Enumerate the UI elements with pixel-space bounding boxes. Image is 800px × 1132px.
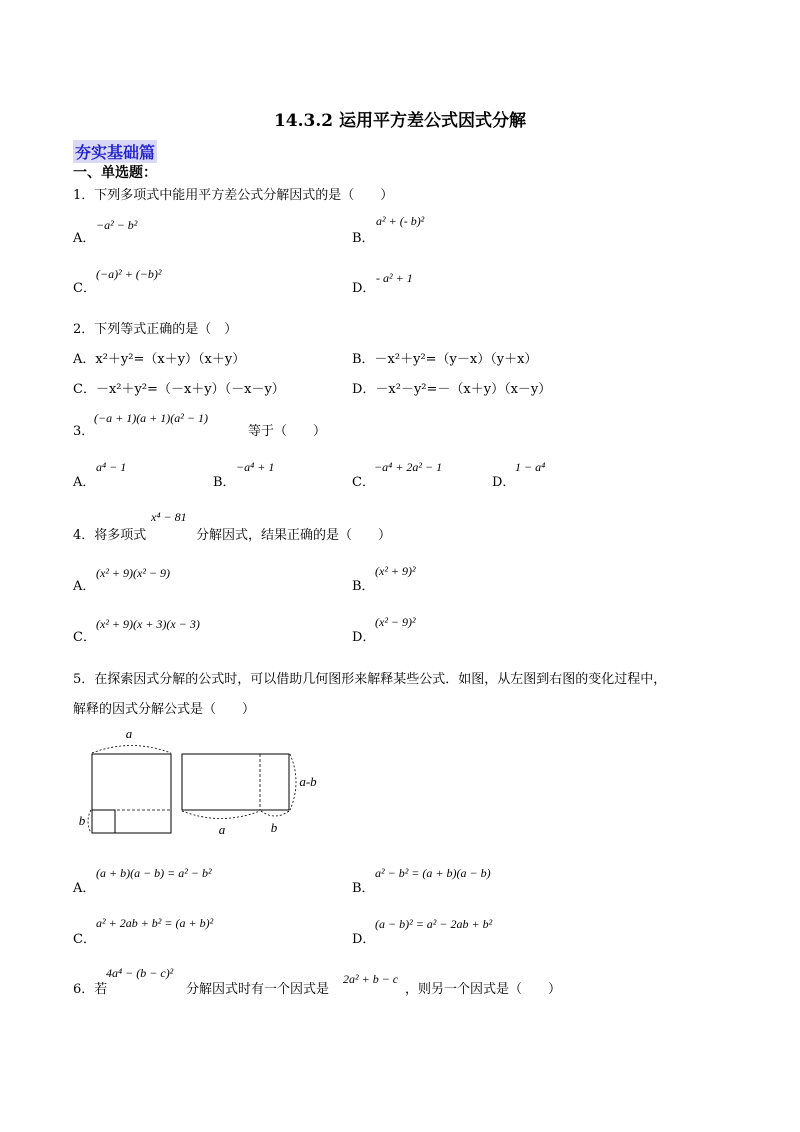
q3-option-d-label: D． — [492, 475, 516, 490]
q1-option-b-label: B． — [352, 231, 375, 246]
page-title: 14.3.2 运用平方差公式因式分解 — [273, 111, 527, 131]
q4-option-d-label: D． — [352, 630, 376, 645]
q3-option-a-label: A． — [73, 475, 96, 490]
question-3-number: 3． — [73, 424, 95, 439]
q4-option-a-label: A． — [73, 579, 96, 594]
q4-option-b-expr: (x² + 9)² — [375, 564, 416, 578]
q5-option-d-label: D． — [352, 932, 376, 947]
left-big-square — [92, 754, 171, 833]
top-a-label: a — [125, 726, 133, 741]
q3-option-a-expr: a⁴ − 1 — [96, 460, 127, 474]
q5-option-b-expr: a² − b² = (a + b)(a − b) — [375, 866, 491, 880]
left-side-brace — [88, 810, 91, 833]
question-4-expression: x⁴ − 81 — [151, 510, 187, 524]
q1-option-a-label: A． — [73, 231, 96, 246]
right-rectangle — [182, 754, 289, 810]
q2-option-d: D．－x²－y²=－（x＋y）（x－y） — [352, 382, 552, 397]
q2-option-c: C．－x²＋y²=（－x＋y）（－x－y） — [73, 382, 285, 397]
q5-option-c-expr: a² + 2ab + b² = (a + b)² — [96, 916, 214, 930]
q5-option-a-expr: (a + b)(a − b) = a² − b² — [96, 866, 212, 880]
question-2-stem: 2．下列等式正确的是（ ） — [73, 322, 238, 337]
q1-option-b-expr: a² + (- b)² — [376, 214, 425, 228]
question-4-suffix: 分解因式，结果正确的是（ ） — [196, 528, 392, 543]
right-side-brace — [290, 754, 296, 810]
q3-option-b-expr: −a⁴ + 1 — [236, 460, 275, 474]
q4-option-a-expr: (x² + 9)(x² − 9) — [96, 566, 171, 580]
q1-option-a-expr: −a² − b² — [96, 218, 138, 232]
question-6-prefix: 6．若 — [73, 982, 108, 997]
bottom-a-label: a — [218, 822, 226, 837]
q1-option-d-label: D． — [352, 281, 376, 296]
bottom-a-brace — [182, 811, 260, 819]
q2-option-a: A．x²＋y²=（x＋y）（x＋y） — [73, 352, 246, 367]
q5-option-d-expr: (a − b)² = a² − 2ab + b² — [375, 917, 493, 931]
question-5-stem-line-1: 5．在探索因式分解的公式时，可以借助几何图形来解释某些公式．如图，从左图到右图的变化过程中， — [73, 672, 667, 687]
q2-option-b: B．－x²＋y²=（y－x）（y＋x） — [352, 352, 538, 367]
bottom-b-label: b — [270, 820, 278, 835]
question-6-expression: 4a⁴ − (b − c)² — [106, 966, 174, 980]
question-3-expression: (−a + 1)(a + 1)(a² − 1) — [94, 411, 208, 425]
section-heading: 夯实基础篇 — [73, 140, 157, 163]
q1-option-c-expr: (−a)² + (−b)² — [96, 267, 162, 281]
q3-option-c-expr: −a⁴ + 2a² − 1 — [374, 460, 443, 474]
left-b-label: b — [78, 813, 86, 828]
question-5-stem-line-2: 解释的因式分解公式是（ ） — [73, 702, 256, 717]
question-6-middle: 分解因式时有一个因式是 — [186, 982, 330, 997]
question-1-stem: 1．下列多项式中能用平方差公式分解因式的是（ ） — [73, 188, 394, 203]
q1-option-d-expr: - a² + 1 — [376, 271, 413, 285]
square-difference-figure — [74, 726, 334, 838]
q3-option-b-label: B． — [213, 475, 236, 490]
question-3-tail: 等于（ ） — [248, 424, 327, 439]
q4-option-d-expr: (x² − 9)² — [375, 615, 416, 629]
part-heading: 一、单选题： — [73, 165, 157, 181]
q4-option-c-label: C． — [73, 630, 96, 645]
left-small-square — [92, 810, 115, 833]
q5-option-b-label: B． — [352, 881, 375, 896]
question-6-suffix: ，则另一个因式是（ ） — [405, 982, 562, 997]
right-a-minus-b-label: a-b — [299, 774, 317, 789]
q3-option-d-expr: 1 − a⁴ — [515, 460, 546, 474]
q5-option-a-label: A． — [73, 881, 96, 896]
q4-option-c-expr: (x² + 9)(x + 3)(x − 3) — [96, 617, 200, 631]
q4-option-b-label: B． — [352, 579, 375, 594]
question-4-prefix: 4．将多项式 — [73, 528, 147, 543]
left-top-brace — [92, 746, 171, 754]
q1-option-c-label: C． — [73, 281, 96, 296]
bottom-b-brace — [261, 811, 289, 816]
q3-option-c-label: C． — [352, 475, 375, 490]
q5-option-c-label: C． — [73, 932, 96, 947]
question-6-factor: 2a² + b − c — [343, 972, 399, 986]
